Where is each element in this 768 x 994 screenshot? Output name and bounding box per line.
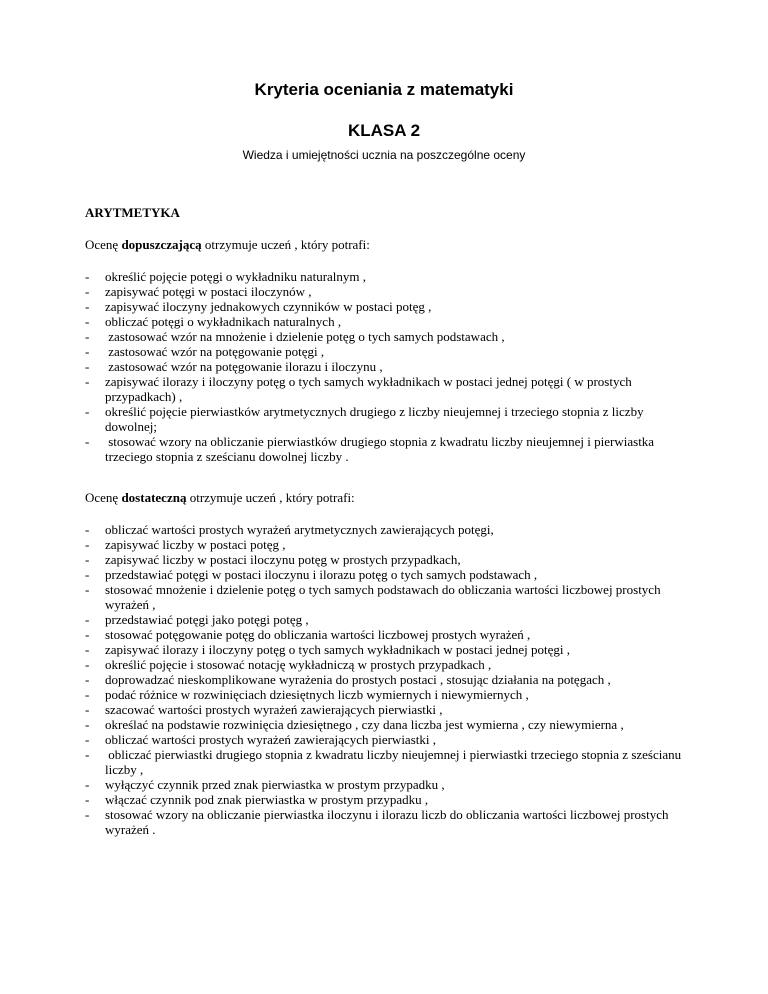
list-item — [85, 314, 685, 329]
bullet-dash: - — [85, 717, 90, 732]
intro-prefix: Ocenę — [85, 237, 122, 252]
list-item — [85, 269, 685, 284]
list-item-text: zapisywać liczby w postaci iloczynu potęg w prostych przypadkach, — [105, 552, 461, 567]
list-item-text: obliczać pierwiastki drugiego stopnia z kwadratu liczby nieujemnej i pierwiastki trzeciego stopnia z sześcianu liczby , — [105, 747, 685, 777]
intro-suffix: otrzymuje uczeń , który potrafi: — [201, 237, 370, 252]
list-item — [85, 404, 685, 434]
bullet-dash: - — [85, 537, 90, 552]
list-item-text: zapisywać iloczyny jednakowych czynników w postaci potęg , — [105, 299, 432, 314]
list-item-text: określić pojęcie potęgi o wykładniku naturalnym , — [105, 269, 367, 284]
list-item-text: określić pojęcie pierwiastków arytmetycznych drugiego z liczby nieujemnej i trzeciego stopnia z liczby dowolnej; — [105, 404, 647, 434]
list-item-text: zapisywać ilorazy i iloczyny potęg o tych samych wykładnikach w postaci jednej potęgi , — [105, 642, 570, 657]
list-item — [85, 732, 685, 747]
bullet-dash: - — [85, 642, 90, 657]
list-item — [85, 434, 685, 464]
bullet-dash: - — [85, 374, 90, 389]
grade-name: dostateczną — [121, 490, 187, 505]
list-item — [85, 687, 685, 702]
list-item-text: przedstawiać potęgi jako potęgi potęg , — [105, 612, 309, 627]
list-item — [85, 642, 685, 657]
list-item — [85, 299, 685, 314]
bullet-dash: - — [85, 404, 90, 419]
list-item-text: wyłączyć czynnik przed znak pierwiastka w prostym przypadku , — [105, 777, 445, 792]
list-item-text: zastosować wzór na potęgowanie potęgi , — [105, 344, 325, 359]
list-item-text: obliczać wartości prostych wyrażeń zawierających pierwiastki , — [105, 732, 436, 747]
list-item-text: stosować mnożenie i dzielenie potęg o tych samych podstawach do obliczania wartości liczbowej prostych wyrażeń , — [105, 582, 664, 612]
list-item — [85, 374, 685, 404]
bullet-dash: - — [85, 807, 90, 822]
bullet-dash: - — [85, 284, 90, 299]
list-item-text: zastosować wzór na potęgowanie ilorazu i iloczynu , — [105, 359, 383, 374]
list-item — [85, 627, 685, 642]
list-item-text: zapisywać ilorazy i iloczyny potęg o tych samych wykładnikach w postaci jednej potęgi ( w prostych przypadkach) , — [105, 374, 635, 404]
list-item-text: doprowadzać nieskomplikowane wyrażenia do prostych postaci , stosując działania na potęgach , — [105, 672, 611, 687]
list-item-text: obliczać wartości prostych wyrażeń arytmetycznych zawierających potęgi, — [105, 522, 494, 537]
bullet-dash: - — [85, 687, 90, 702]
list-item — [85, 284, 685, 299]
list-item — [85, 792, 685, 807]
list-item-text: stosować wzory na obliczanie pierwiastków drugiego stopnia z kwadratu liczby nieujemnej i pierwiastka trzeciego stopnia z sześcianu dowolnej liczby . — [105, 434, 658, 464]
bullet-dash: - — [85, 732, 90, 747]
intro-prefix: Ocenę — [85, 490, 122, 505]
list-item — [85, 552, 685, 567]
list-item — [85, 672, 685, 687]
list-item-text: włączać czynnik pod znak pierwiastka w prostym przypadku , — [105, 792, 429, 807]
list-item — [85, 582, 685, 612]
list-item — [85, 567, 685, 582]
list-item-text: zapisywać liczby w postaci potęg , — [105, 537, 286, 552]
bullet-dash: - — [85, 359, 90, 374]
section-heading: ARYTMETYKA — [85, 205, 180, 220]
intro-suffix: otrzymuje uczeń , który potrafi: — [186, 490, 355, 505]
list-item — [85, 657, 685, 672]
criteria-list-dostateczna — [85, 522, 685, 837]
grade-intro-dopuszczajaca — [85, 237, 370, 252]
list-item — [85, 702, 685, 717]
bullet-dash: - — [85, 434, 90, 449]
bullet-dash: - — [85, 552, 90, 567]
criteria-list-dopuszczajaca — [85, 269, 685, 464]
class-label: KLASA 2 — [347, 121, 421, 140]
list-item — [85, 717, 685, 732]
list-item-text: określić pojęcie i stosować notację wykładniczą w prostych przypadkach , — [105, 657, 492, 672]
bullet-dash: - — [85, 792, 90, 807]
list-item — [85, 777, 685, 792]
list-item — [85, 612, 685, 627]
bullet-dash: - — [85, 269, 90, 284]
bullet-dash: - — [85, 314, 90, 329]
bullet-dash: - — [85, 299, 90, 314]
bullet-dash: - — [85, 344, 90, 359]
list-item-text: zastosować wzór na mnożenie i dzielenie potęg o tych samych podstawach , — [105, 329, 505, 344]
list-item-text: szacować wartości prostych wyrażeń zawierających pierwiastki , — [105, 702, 443, 717]
list-item — [85, 359, 685, 374]
list-item-text: zapisywać potęgi w postaci iloczynów , — [105, 284, 312, 299]
list-item — [85, 747, 685, 777]
list-item — [85, 807, 685, 837]
bullet-dash: - — [85, 657, 90, 672]
list-item-text: obliczać potęgi o wykładnikach naturalnych , — [105, 314, 342, 329]
grade-intro-dostateczna — [85, 490, 355, 505]
document-title: Kryteria oceniania z matematyki — [254, 80, 514, 99]
bullet-dash: - — [85, 567, 90, 582]
list-item-text: podać różnice w rozwinięciach dziesiętnych liczb wymiernych i niewymiernych , — [105, 687, 529, 702]
bullet-dash: - — [85, 522, 90, 537]
list-item-text: stosować potęgowanie potęg do obliczania wartości liczbowej prostych wyrażeń , — [105, 627, 531, 642]
bullet-dash: - — [85, 612, 90, 627]
list-item — [85, 522, 685, 537]
bullet-dash: - — [85, 702, 90, 717]
document-subtitle: Wiedza i umiejętności ucznia na poszczególne oceny — [242, 148, 526, 162]
bullet-dash: - — [85, 627, 90, 642]
bullet-dash: - — [85, 329, 90, 344]
list-item — [85, 344, 685, 359]
bullet-dash: - — [85, 582, 90, 597]
list-item — [85, 537, 685, 552]
list-item-text: przedstawiać potęgi w postaci iloczynu i ilorazu potęg o tych samych podstawach , — [105, 567, 538, 582]
grade-name: dopuszczającą — [121, 237, 202, 252]
list-item-text: określać na podstawie rozwinięcia dziesiętnego , czy dana liczba jest wymierna , czy niewymierna , — [105, 717, 624, 732]
bullet-dash: - — [85, 777, 90, 792]
list-item — [85, 329, 685, 344]
bullet-dash: - — [85, 672, 90, 687]
list-item-text: stosować wzory na obliczanie pierwiastka iloczynu i ilorazu liczb do obliczania wartości liczbowej prostych wyrażeń . — [105, 807, 672, 837]
bullet-dash: - — [85, 747, 90, 762]
